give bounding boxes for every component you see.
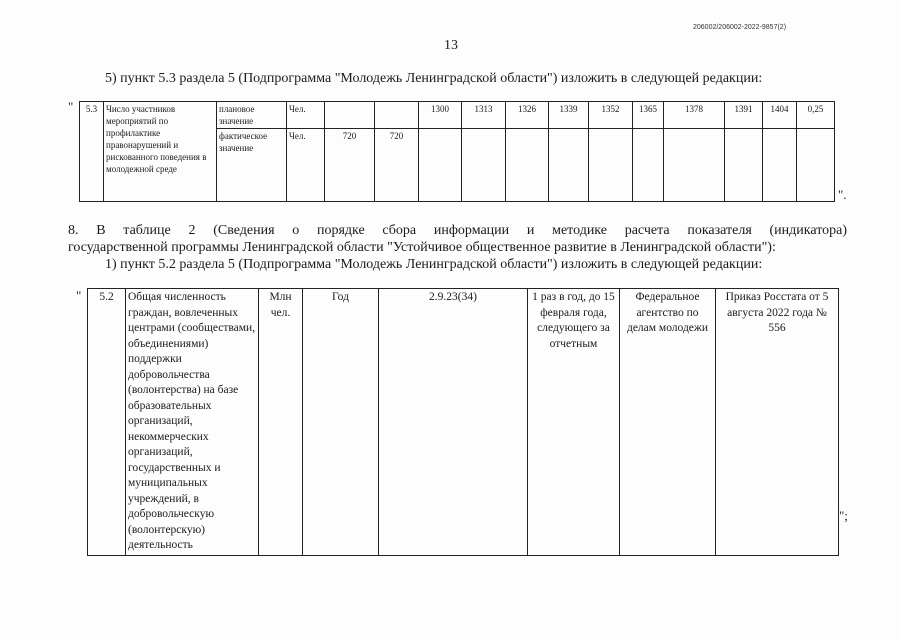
value-type: плановое значение — [217, 102, 287, 129]
table-cell: 1391 — [725, 102, 763, 129]
paragraph-8-line-2: государственной программы Ленинградской области "Устойчивое общественное развитие в Ленинградской области"): — [68, 240, 776, 255]
paragraph-item-1: 1) пункт 5.2 раздела 5 (Подпрограмма "Молодежь Ленинградской области") изложить в следующей редакции: — [105, 257, 763, 272]
table-cell — [419, 129, 462, 202]
table-cell — [664, 129, 725, 202]
agency: Федеральное агентство по делам молодежи — [620, 289, 716, 556]
table2-close-quote: "; — [839, 508, 848, 523]
table-cell — [797, 129, 835, 202]
table2-open-quote: " — [76, 288, 82, 303]
table-cell: 1326 — [506, 102, 549, 129]
table-cell — [633, 129, 664, 202]
table-cell: 1378 — [664, 102, 725, 129]
table-row — [80, 102, 835, 129]
indicator-table-5-3 — [79, 101, 835, 202]
row-number: 5.2 — [88, 289, 126, 556]
table-row — [88, 289, 839, 556]
table-cell — [325, 102, 375, 129]
page-number: 13 — [444, 38, 458, 53]
table-cell: 1404 — [763, 102, 797, 129]
table-cell — [589, 129, 633, 202]
table1-close-quote: ". — [838, 187, 847, 202]
paragraph-8-line-1: 8. В таблице 2 (Сведения о порядке сбора информации и методике расчета показателя (индикатора) — [68, 223, 847, 238]
table-cell: 1365 — [633, 102, 664, 129]
table-cell: 720 — [375, 129, 419, 202]
unit: Млн чел. — [259, 289, 303, 556]
table-cell: 1352 — [589, 102, 633, 129]
table-cell — [506, 129, 549, 202]
table-cell — [763, 129, 797, 202]
indicator-name: Число участников мероприятий по профилактике правонарушений и рискованного поведения в молодежной среде — [104, 102, 217, 202]
table-cell: 1313 — [462, 102, 506, 129]
unit: Чел. — [287, 102, 325, 129]
table-cell: 1339 — [549, 102, 589, 129]
table-cell — [725, 129, 763, 202]
table-cell — [462, 129, 506, 202]
indicator-name: Общая численность граждан, вовлеченных центрами (сообществами, объединениями) поддержки добровольчества (волонтерства) на базе образовательных организаций, некоммерческих организаций, государственных и муниципальных учреждений, в добровольческую (волонтерскую) деятельность — [126, 289, 259, 556]
table1-open-quote: " — [68, 99, 74, 114]
table-cell: 0,25 — [797, 102, 835, 129]
document-number: 206002/206002-2022-9857(2) — [693, 24, 787, 31]
periodicity: Год — [303, 289, 379, 556]
unit: Чел. — [287, 129, 325, 202]
frequency: 1 раз в год, до 15 февраля года, следующего за отчетным — [528, 289, 620, 556]
indicator-table-5-2 — [87, 288, 839, 556]
table-cell: 720 — [325, 129, 375, 202]
row-number: 5.3 — [80, 102, 104, 202]
legal-document: Приказ Росстата от 5 августа 2022 года № 556 — [716, 289, 839, 556]
table-cell — [375, 102, 419, 129]
table-cell: 1300 — [419, 102, 462, 129]
value-type: фактическое значение — [217, 129, 287, 202]
code: 2.9.23(34) — [379, 289, 528, 556]
paragraph-item-5: 5) пункт 5.3 раздела 5 (Подпрограмма "Молодежь Ленинградской области") изложить в следующей редакции: — [105, 71, 763, 86]
table-cell — [549, 129, 589, 202]
